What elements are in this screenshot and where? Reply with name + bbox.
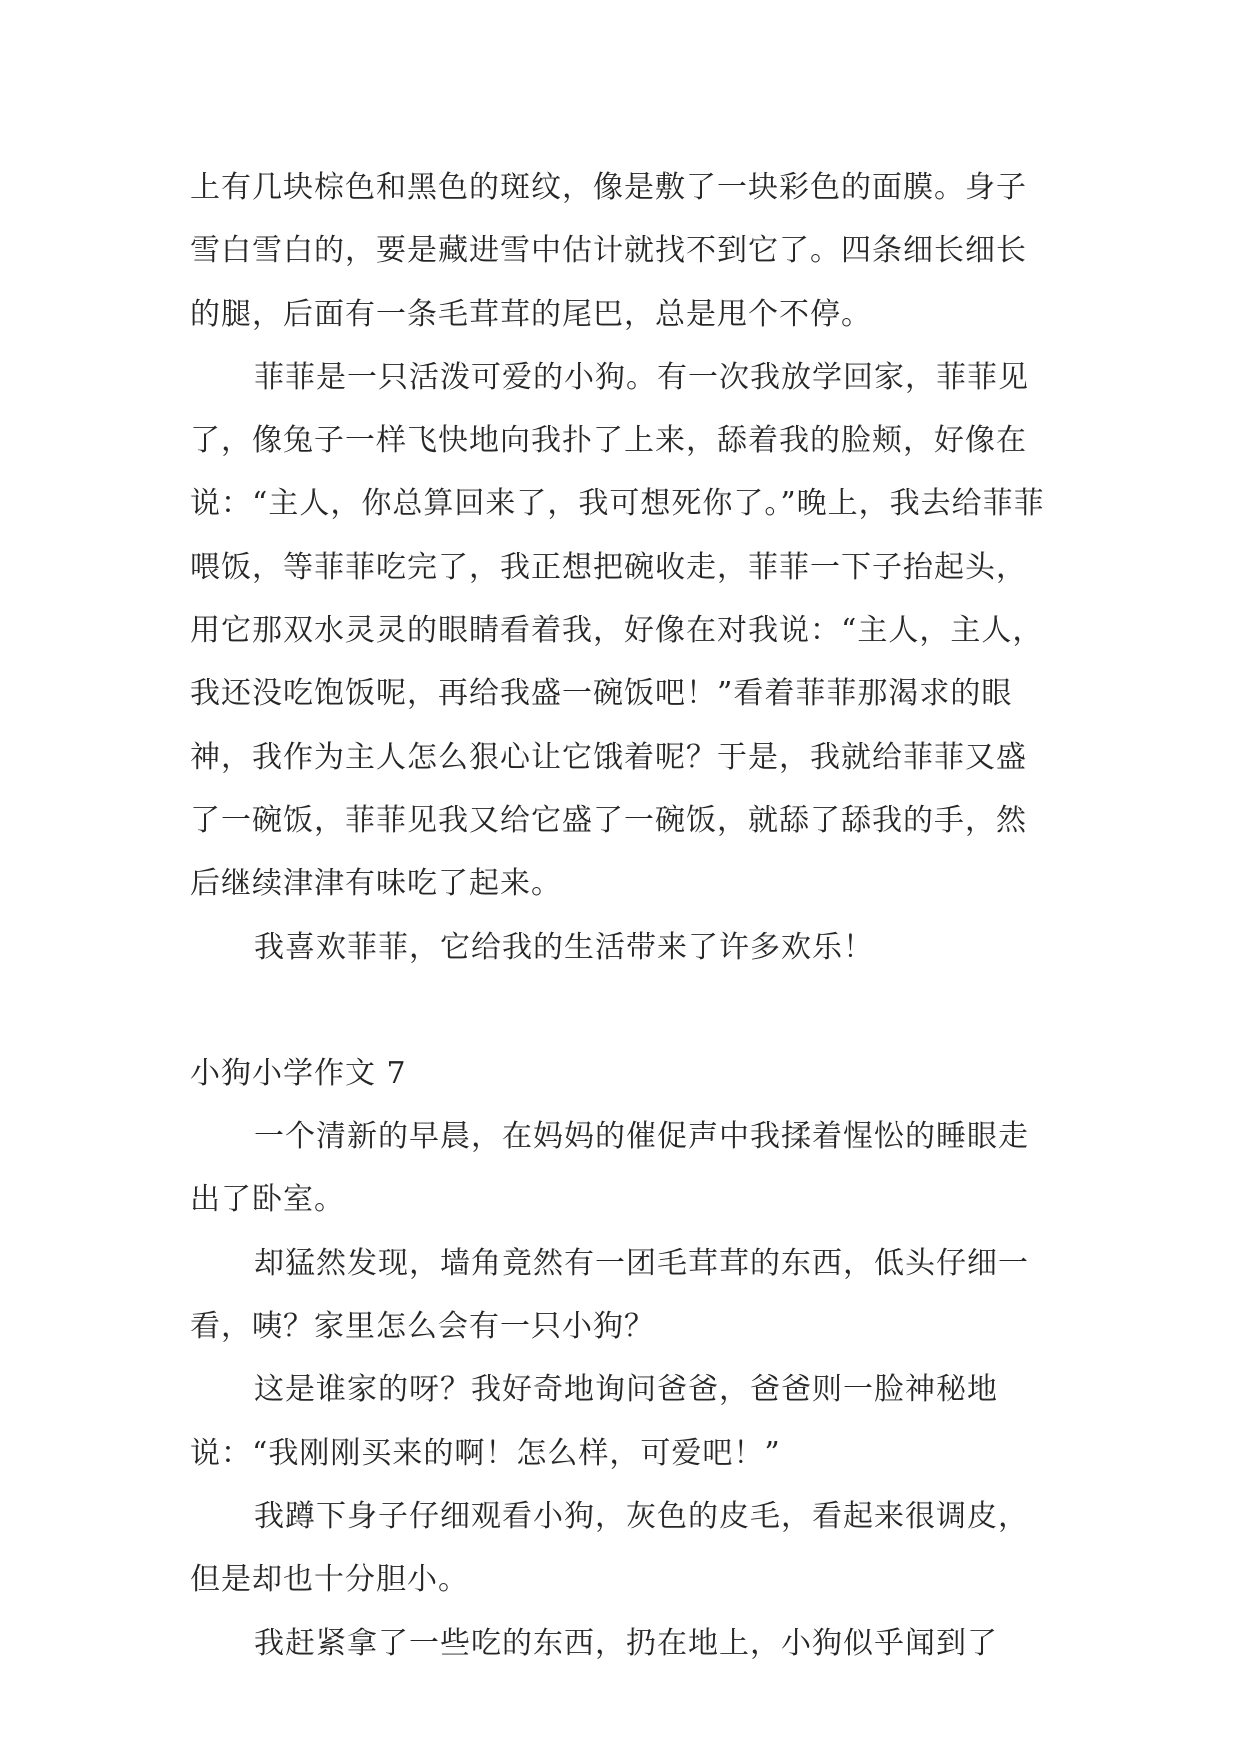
paragraph-continued: 上有几块棕色和黑色的斑纹，像是敷了一块彩色的面膜。身子雪白雪白的，要是藏进雪中估计就找不到它了。四条细长细长的腿，后面有一条毛茸茸的尾巴，总是甩个不停。 (190, 170, 1027, 332)
paragraph-morning: 一个清新的早晨，在妈妈的催促声中我揉着惺忪的睡眼走出了卧室。 (190, 1119, 1029, 1218)
essay-title: 小狗小学作文 7 (190, 1055, 407, 1091)
paragraph-asking-dad: 这是谁家的呀？我好奇地询问爸爸，爸爸则一脸神秘地说：“我刚刚买来的啊！怎么样，可爱吧！” (190, 1372, 998, 1471)
document-body (190, 156, 1052, 1675)
paragraph-discovery: 却猛然发现，墙角竟然有一团毛茸茸的东西，低头仔细一看，咦？家里怎么会有一只小狗？ (190, 1245, 1029, 1345)
paragraph-closing: 我喜欢菲菲，它给我的生活带来了许多欢乐！ (254, 929, 874, 965)
paragraph-feeding: 我赶紧拿了一些吃的东西，扔在地上，小狗似乎闻到了 (254, 1625, 998, 1661)
paragraph-feifei-playful: 菲菲是一只活泼可爱的小狗。有一次我放学回家，菲菲见了，像兔子一样飞快地向我扑了上来，舔着我的脸颊，好像在说：“主人，你总算回来了，我可想死你了。”晚上，我去给菲菲喂饭，等菲菲吃完了，我正想把碗收走，菲菲一下子抬起头，用它那双水灵灵的眼睛看着我，好像在对我说：“主人，主人，我还没吃饱饭呢，再给我盛一碗饭吧！”看着菲菲那渴求的眼神，我作为主人怎么狠心让它饿着呢？于是，我就给菲菲又盛了一碗饭，菲菲见我又给它盛了一碗饭，就舔了舔我的手，然后继续津津有味吃了起来。 (190, 359, 1045, 902)
paragraph-observing: 我蹲下身子仔细观看小狗，灰色的皮毛，看起来很调皮，但是却也十分胆小。 (190, 1498, 1029, 1598)
